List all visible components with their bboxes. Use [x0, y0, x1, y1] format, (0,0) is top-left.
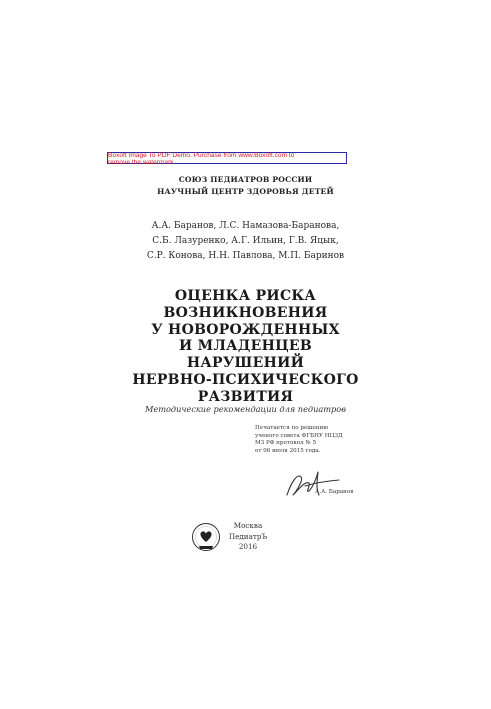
title-line-3: У НОВОРОЖДЕННЫХ	[151, 321, 340, 338]
approval-line-3: МЗ РФ протокол № 5	[255, 440, 317, 447]
approval-line-4: от 06 июля 2015 года.	[255, 447, 321, 454]
authors-line-3: С.Р. Конова, Н.Н. Павлова, М.П. Баринов	[146, 251, 345, 261]
signer-name: А.А. Баранов	[315, 489, 354, 495]
title-line-2: ВОЗНИКНОВЕНИЯ	[163, 304, 328, 321]
title-line-1: ОЦЕНКА РИСКА	[174, 288, 317, 304]
title-line-4: И МЛАДЕНЦЕВ	[178, 338, 313, 355]
subtitle: Методические рекомендации для педиатров	[145, 404, 346, 414]
publisher-year: 2016	[238, 542, 258, 551]
book-title	[0, 288, 491, 406]
title-line-7: РАЗВИТИЯ	[197, 388, 294, 405]
title-line-5: НАРУШЕНИЙ	[186, 355, 305, 372]
approval-line-2: ученого совета ФГБНУ НЦЗД	[255, 432, 343, 439]
org-name-1: СОЮЗ ПЕДИАТРОВ РОССИИ	[178, 175, 313, 184]
publisher-name: ПедиатрЪ	[228, 531, 268, 541]
watermark-line-1: Boxoft Image To PDF Demo. Purchase from www.Boxoft.com to	[108, 152, 295, 159]
watermark-text	[108, 152, 294, 167]
authors-line-1: А.А. Баранов, Л.С. Намазова-Баранова,	[151, 221, 340, 231]
approval-line-1: Печатается по решению	[255, 425, 329, 431]
handwritten-signature-icon	[283, 469, 341, 501]
publisher-city: Москва	[233, 521, 263, 530]
approval-note	[255, 425, 343, 455]
title-line-6: НЕРВНО-ПСИХИЧЕСКОГО	[132, 371, 359, 388]
watermark-line-2: remove the watermark	[108, 159, 174, 167]
publisher-emblem-icon	[190, 519, 222, 555]
publisher-block	[228, 521, 268, 553]
authors-line-2: С.Б. Лазуренко, А.Г. Ильин, Г.В. Яцык,	[152, 236, 339, 246]
org-name-2: НАУЧНЫЙ ЦЕНТР ЗДОРОВЬЯ ДЕТЕЙ	[157, 187, 334, 196]
